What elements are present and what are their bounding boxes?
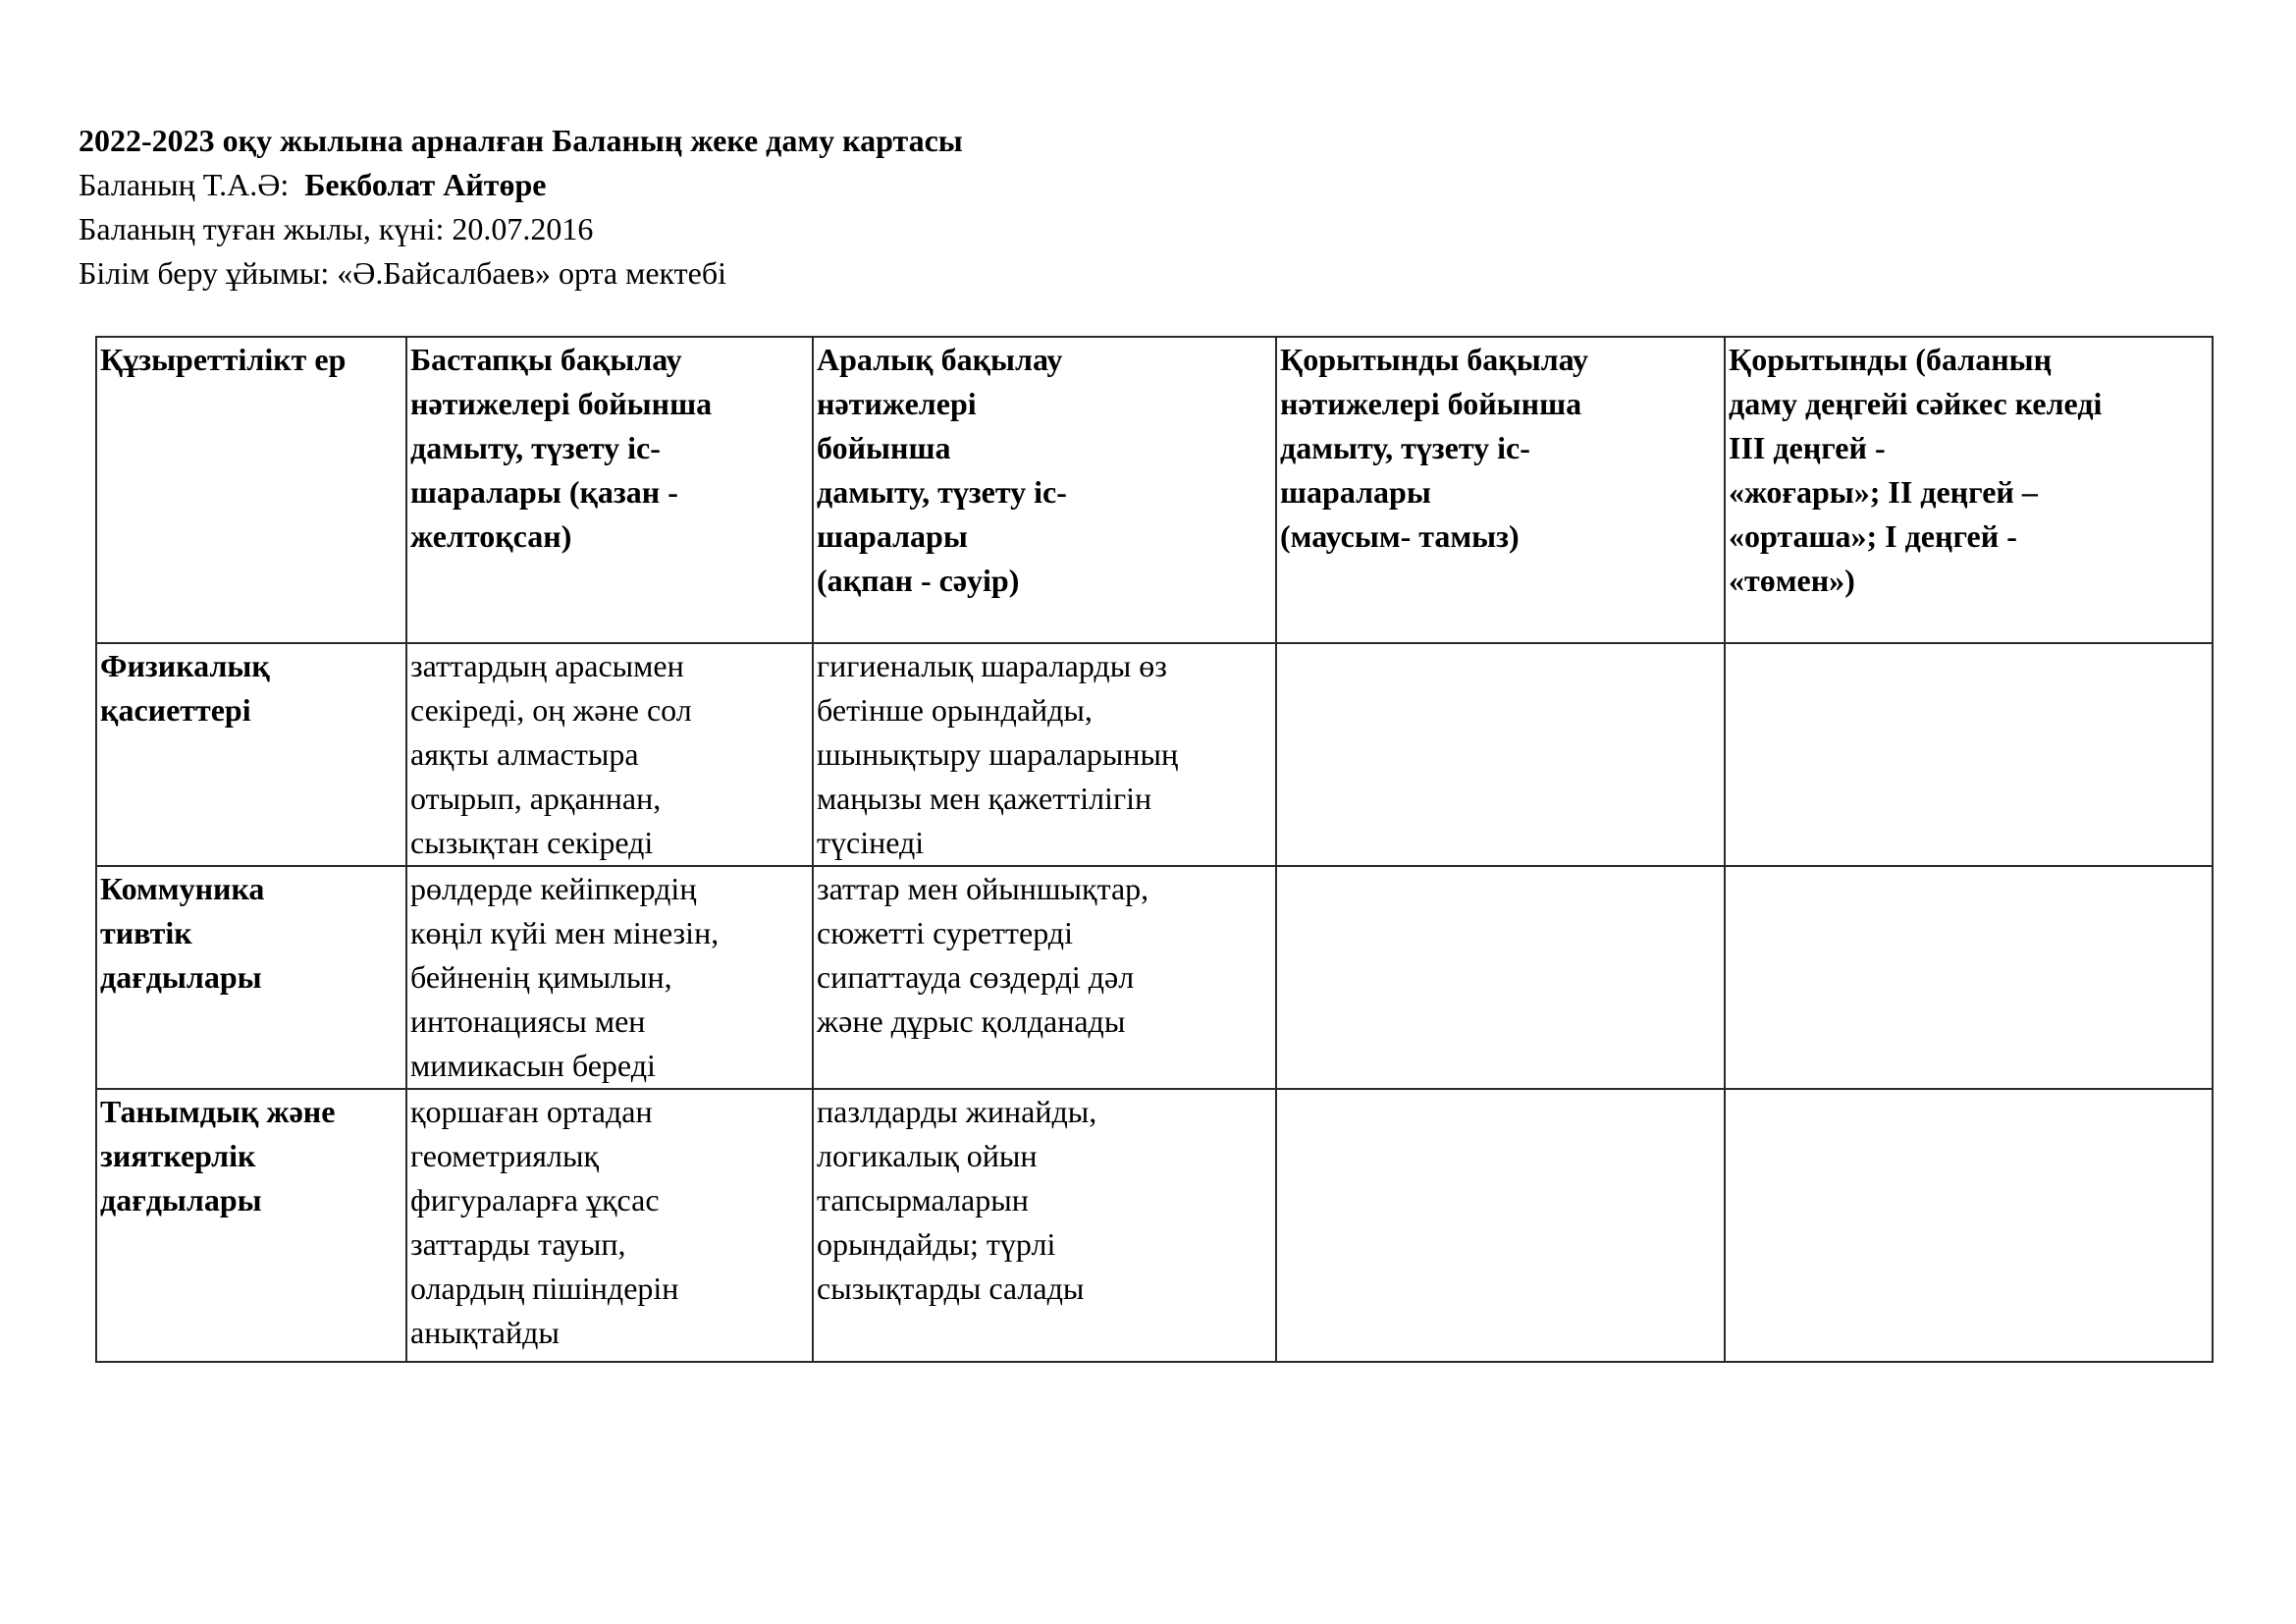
cell-text-line: Коммуника: [100, 871, 265, 906]
cell-text-line: сызықтан секіреді: [410, 825, 654, 860]
birth-date-label: Баланың туған жылы, күні:: [79, 211, 445, 246]
cell-text-line: даму деңгейі сәйкес келеді: [1729, 386, 2103, 421]
cell-text-line: Аралық бақылау: [817, 342, 1063, 377]
cell-text-line: анықтайды: [410, 1315, 560, 1350]
child-name-line: [79, 163, 963, 207]
table-row: [96, 866, 2213, 1089]
cell-text-line: олардың пішіндерін: [410, 1271, 679, 1306]
cell-text-line: сипаттауда сөздерді дәл: [817, 959, 1135, 995]
cell-intermediate: [813, 1089, 1276, 1362]
development-card-table: [95, 336, 2214, 1363]
cell-text-line: нәтижелері бойынша: [1280, 386, 1582, 421]
cell-text-line: «орташа»; І деңгей -: [1729, 518, 2017, 554]
cell-competency: [96, 1089, 406, 1362]
table-row: [96, 1089, 2213, 1362]
cell-text-line: қоршаған ортадан: [410, 1094, 653, 1129]
cell-text-line: ІІІ деңгей -: [1729, 430, 1886, 465]
cell-final: [1276, 1089, 1725, 1362]
cell-text-line: түсінеді: [817, 825, 925, 860]
cell-text-line: сызықтарды салады: [817, 1271, 1085, 1306]
cell-text-line: шынықтыру шараларының: [817, 736, 1179, 772]
cell-text-line: және дұрыс қолданады: [817, 1003, 1126, 1039]
cell-text-line: аяқты алмастыра: [410, 736, 639, 772]
cell-text-line: заттарды тауып,: [410, 1226, 626, 1262]
cell-text-line: бейненің қимылын,: [410, 959, 672, 995]
organization-value: «Ә.Байсалбаев» орта мектебі: [337, 255, 727, 291]
cell-text-line: бойынша: [817, 430, 951, 465]
cell-text-line: нәтижелері бойынша: [410, 386, 713, 421]
table-header-row: [96, 337, 2213, 643]
birth-date-line: [79, 207, 963, 251]
cell-text-line: рөлдерде кейіпкердің: [410, 871, 697, 906]
cell-text-line: Құзыреттілікт ер: [100, 342, 347, 377]
header-intermediate-monitoring: [813, 337, 1276, 643]
child-name-label: Баланың Т.А.Ә:: [79, 167, 290, 202]
cell-text-line: көңіл күйі мен мінезін,: [410, 915, 720, 950]
organization-line: [79, 251, 963, 296]
cell-intermediate: [813, 866, 1276, 1089]
cell-text-line: заттар мен ойыншықтар,: [817, 871, 1149, 906]
cell-text-line: Танымдық және: [100, 1094, 336, 1129]
cell-text-line: гигиеналық шараларды өз: [817, 648, 1167, 683]
cell-text-line: дамыту, түзету іс-: [410, 430, 661, 465]
organization-label: Білім беру ұйымы:: [79, 255, 330, 291]
cell-text-line: логикалық ойын: [817, 1138, 1038, 1173]
cell-text-line: орындайды; түрлі: [817, 1226, 1056, 1262]
document-header: [79, 119, 963, 296]
cell-text-line: Қорытынды бақылау: [1280, 342, 1589, 377]
cell-text-line: Физикалық: [100, 648, 270, 683]
header-final-monitoring: [1276, 337, 1725, 643]
cell-text-line: секіреді, оң және сол: [410, 692, 692, 728]
cell-text-line: геометриялық: [410, 1138, 599, 1173]
cell-text-line: желтоқсан): [410, 518, 572, 554]
cell-initial: [406, 866, 813, 1089]
document-title: 2022-2023 оқу жылына арналған Баланың жеке даму картасы: [79, 123, 963, 158]
cell-text-line: бетінше орындайды,: [817, 692, 1093, 728]
cell-text-line: «төмен»): [1729, 563, 1855, 598]
cell-text-line: шаралары (қазан -: [410, 474, 678, 510]
cell-text-line: дамыту, түзету іс-: [1280, 430, 1530, 465]
cell-text-line: дамыту, түзету іс-: [817, 474, 1067, 510]
child-name-value: Бекболат Айтөре: [304, 167, 547, 202]
cell-text-line: қасиеттері: [100, 692, 251, 728]
cell-final: [1276, 643, 1725, 866]
cell-text-line: пазлдарды жинайды,: [817, 1094, 1097, 1129]
cell-text-line: сюжетті суреттерді: [817, 915, 1073, 950]
header-initial-monitoring: [406, 337, 813, 643]
cell-text-line: фигураларға ұқсас: [410, 1182, 660, 1218]
cell-text-line: тивтік: [100, 915, 192, 950]
cell-initial: [406, 643, 813, 866]
cell-text-line: дағдылары: [100, 1182, 262, 1218]
cell-text-line: дағдылары: [100, 959, 262, 995]
cell-text-line: маңызы мен қажеттілігін: [817, 781, 1152, 816]
cell-text-line: отырып, арқаннан,: [410, 781, 662, 816]
cell-result: [1725, 643, 2213, 866]
header-result: [1725, 337, 2213, 643]
cell-result: [1725, 1089, 2213, 1362]
cell-text-line: (ақпан - сәуір): [817, 563, 1020, 598]
header-competency: [96, 337, 406, 643]
cell-text-line: Қорытынды (баланың: [1729, 342, 2053, 377]
cell-text-line: заттардың арасымен: [410, 648, 684, 683]
birth-date-value: 20.07.2016: [452, 211, 594, 246]
cell-result: [1725, 866, 2213, 1089]
cell-competency: [96, 866, 406, 1089]
cell-text-line: шаралары: [817, 518, 968, 554]
cell-text-line: (маусым- тамыз): [1280, 518, 1520, 554]
cell-text-line: шаралары: [1280, 474, 1431, 510]
cell-text-line: тапсырмаларын: [817, 1182, 1029, 1218]
cell-text-line: мимикасын береді: [410, 1048, 656, 1083]
cell-intermediate: [813, 643, 1276, 866]
cell-text-line: зияткерлік: [100, 1138, 256, 1173]
cell-text-line: интонациясы мен: [410, 1003, 646, 1039]
table-row: [96, 643, 2213, 866]
cell-text-line: нәтижелері: [817, 386, 977, 421]
cell-final: [1276, 866, 1725, 1089]
cell-text-line: «жоғары»; ІІ деңгей –: [1729, 474, 2038, 510]
cell-competency: [96, 643, 406, 866]
cell-initial: [406, 1089, 813, 1362]
cell-text-line: Бастапқы бақылау: [410, 342, 682, 377]
